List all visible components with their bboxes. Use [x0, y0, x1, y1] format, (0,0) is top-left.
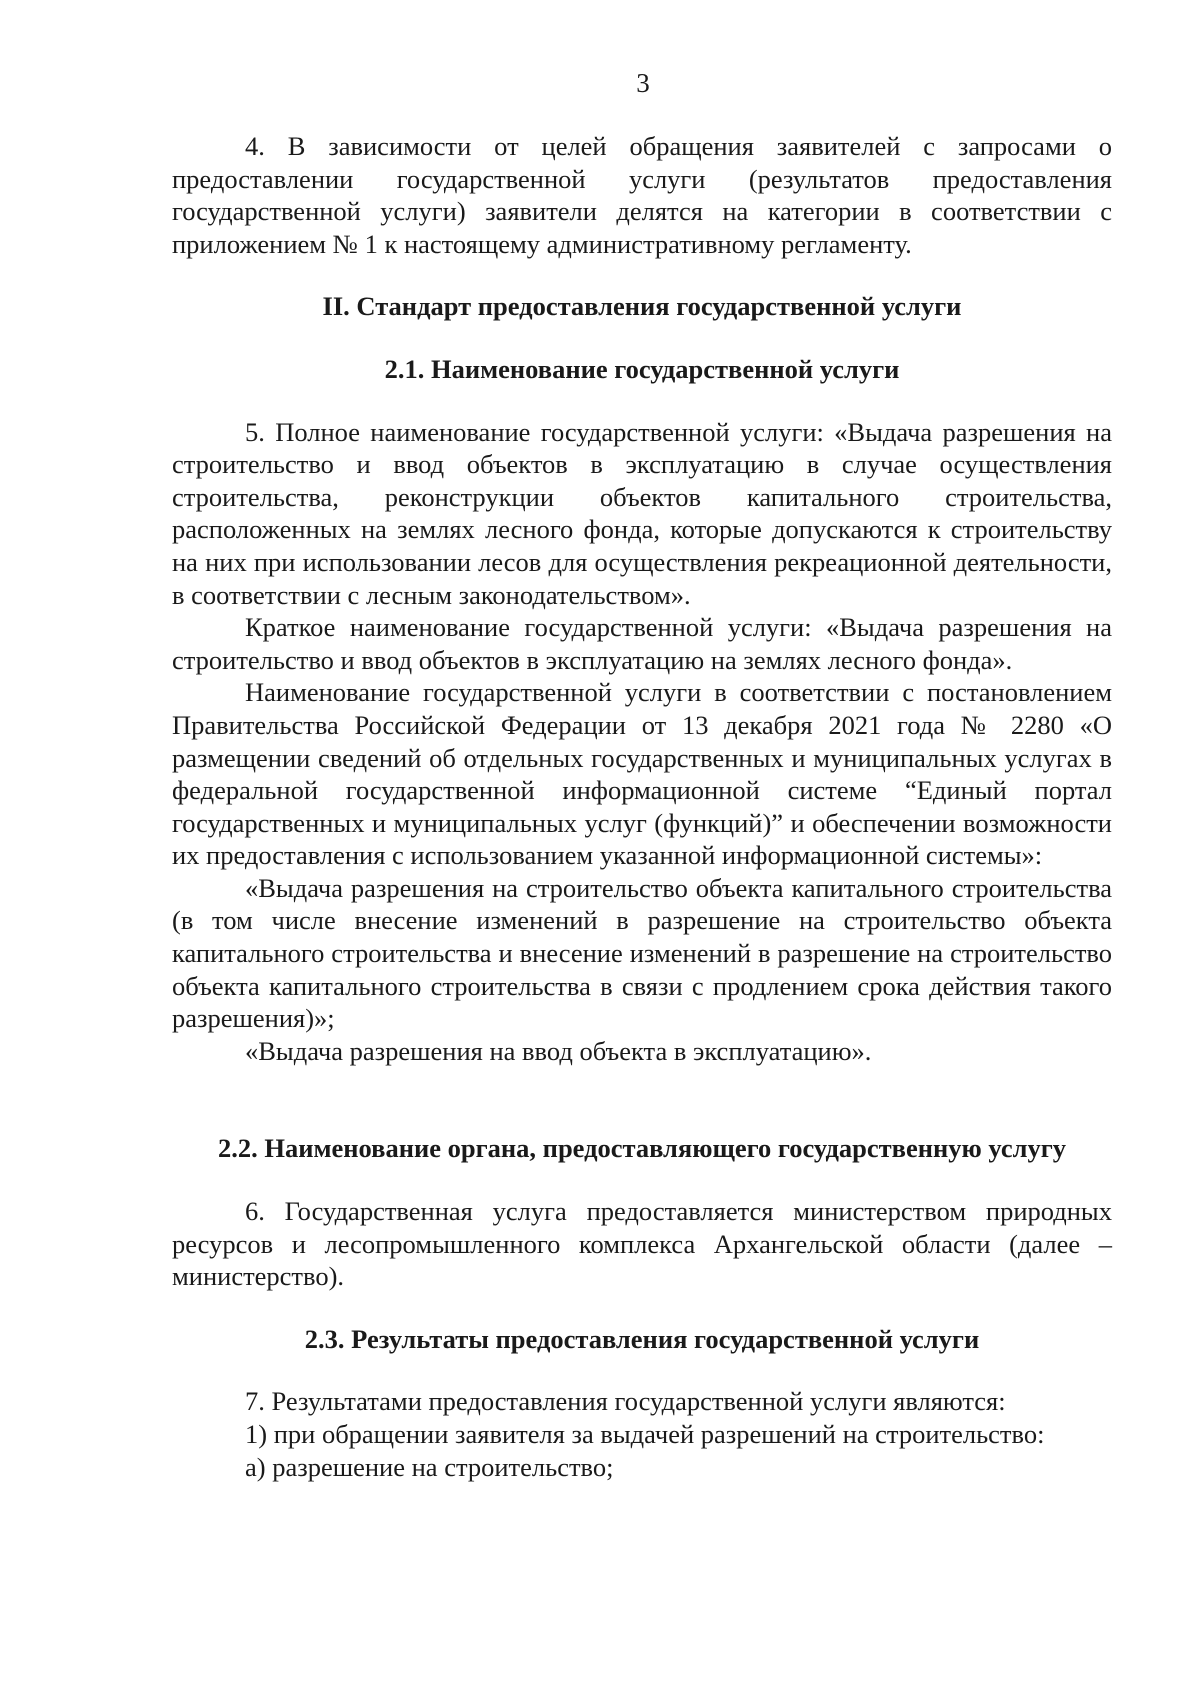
- paragraph-5-item-construction-permit: «Выдача разрешения на строительство объекта капитального строительства (в том числе внесение изменений в разрешение на строительство объекта капитального строительства и внесение изменений в разрешение на строительство объекта капитального строительства в связи с продлением срока действия такого разрешения)»;: [172, 872, 1112, 1034]
- paragraph-7-item-1: 1) при обращении заявителя за выдачей разрешений на строительство:: [245, 1419, 1045, 1449]
- paragraph-5-full-name: 5. Полное наименование государственной услуги: «Выдача разрешения на строительство и ввод объектов в эксплуатацию в случае осуществления строительства, реконструкции объектов капитального строительства, расположенных на землях лесного фонда, которые допускаются к строительству на них при использовании лесов для осуществления рекреационной деятельности, в соответствии с лесным законодательством».: [172, 416, 1112, 610]
- subsection-heading-2-1: 2.1. Наименование государственной услуги: [384, 353, 900, 384]
- section-heading-standard: II. Стандарт предоставления государственной услуги: [322, 291, 962, 322]
- document-body: [172, 130, 1112, 1483]
- paragraph-5-item-commissioning-permit: «Выдача разрешения на ввод объекта в эксплуатацию».: [245, 1035, 872, 1066]
- subsection-heading-2-2: 2.2. Наименование органа, предоставляющего государственную услугу: [217, 1133, 1067, 1164]
- paragraph-5-government-name: Наименование государственной услуги в соответствии с постановлением Правительства Российской Федерации от 13 декабря 2021 года № 2280 «О размещении сведений об отдельных государственных и муниципальных услугах в федеральной государственной информационной системе “Единый портал государственных и муниципальных услуг (функций)” и обеспечении возможности их предоставления с использованием указанной информационной системы»:: [172, 677, 1112, 871]
- page-number: 3: [636, 68, 650, 98]
- paragraph-7: 7. Результатами предоставления государственной услуги являются:: [245, 1386, 1006, 1417]
- paragraph-7-item-a: а) разрешение на строительство;: [245, 1451, 614, 1482]
- paragraph-4: 4. В зависимости от целей обращения заявителей с запросами о предоставлении государственной услуги (результатов предоставления государственной услуги) заявители делятся на категории в соответствии с приложением № 1 к настоящему административному регламенту.: [172, 131, 1112, 259]
- paragraph-6: 6. Государственная услуга предоставляется министерством природных ресурсов и лесопромышленного комплекса Архангельской области (далее – министерство).: [172, 1196, 1112, 1292]
- subsection-heading-2-3: 2.3. Результаты предоставления государственной услуги: [304, 1323, 980, 1354]
- paragraph-5-short-name: Краткое наименование государственной услуги: «Выдача разрешения на строительство и ввод объектов в эксплуатацию на землях лесного фонда».: [172, 612, 1112, 675]
